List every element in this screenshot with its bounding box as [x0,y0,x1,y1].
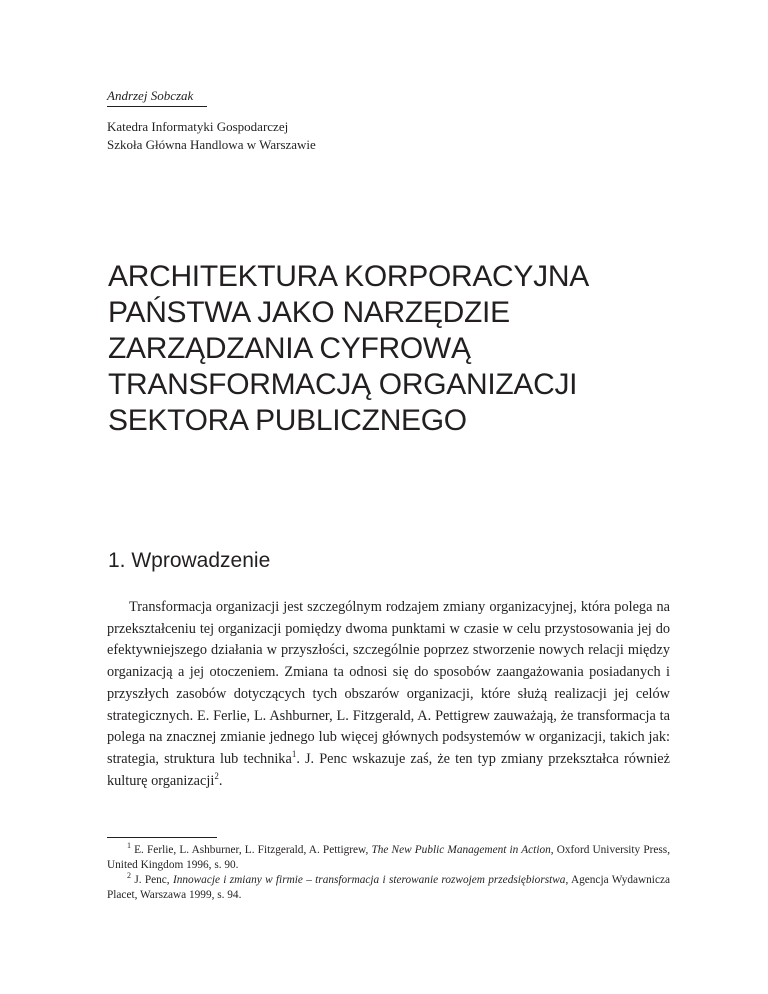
title-line: SEKTORA PUBLICZNEGO [108,404,467,437]
title-line: ZARZĄDZANIA CYFROWĄ [108,332,471,365]
body-text-part: . [218,772,223,789]
footnote-work-title: Innowacje i zmiany w firmie – transformacja i sterowanie rozwojem przedsiębiorstwa [172,874,566,886]
footnote-divider [107,837,217,838]
affiliation [107,118,316,154]
body-paragraph [107,597,670,792]
body-text-part: Transformacja organizacji jest szczególnym rodzajem zmiany organizacyjnej, która polega na przekształceniu tej organizacji pomiędzy dwoma punktami w czasie w celu przystosowania jej do efektywniejszego działania w przyszłości, szczególnie poprzez stworzenie nowych relacji między organizacją a jej otoczeniem. Zmiana ta odnosi się do sposobów zaangażowania posiadanych i przyszłych zasobów dotyczących tych obszarów organizacji, które służą realizacji jej celów strategicznych. E. Ferlie, L. Ashburner, L. Fitzgerald, A. Pettigrew zauważają, że transformacja ta polega na znacznej zmianie jednego lub więcej głównych podsystemów w organizacji, takich jak: strategia, struktura lub technika [107,599,670,767]
footnotes [107,843,670,903]
footnote-1 [107,843,670,873]
title-line: PAŃSTWA JAKO NARZĘDZIE [108,296,510,329]
title-line: TRANSFORMACJĄ ORGANIZACJI [108,368,578,401]
body-text-part: . J. Penc wskazuje zaś, że ten typ zmiany przekształca również kulturę organizacji [107,750,670,789]
footnote-number: 2 [127,871,131,881]
footnote-text: , Oxford University Press, United Kingdom 1996, s. 90. [107,844,671,871]
section-heading: 1. Wprowadzenie [108,549,271,572]
footnote-ref-1: 1 [291,749,297,760]
footnote-work-title: The New Public Management in Action [371,844,551,856]
affiliation-university: Szkoła Główna Handlowa w Warszawie [107,137,316,152]
author-name: Andrzej Sobczak [107,88,194,103]
footnote-2 [107,873,670,903]
footnote-number: 1 [127,841,131,851]
author-divider [107,106,207,107]
footnote-text: E. Ferlie, L. Ashburner, L. Fitzgerald, A. Pettigrew, [134,844,372,856]
title-line: ARCHITEKTURA KORPORACYJNA [108,260,589,293]
footnote-text: , Agencja Wydawnicza Placet, Warszawa 1999, s. 94. [107,874,670,901]
affiliation-department: Katedra Informatyki Gospodarczej [107,119,289,134]
footnote-ref-2: 2 [214,770,219,781]
article-title [108,259,668,439]
footnote-text: J. Penc, [134,874,173,886]
